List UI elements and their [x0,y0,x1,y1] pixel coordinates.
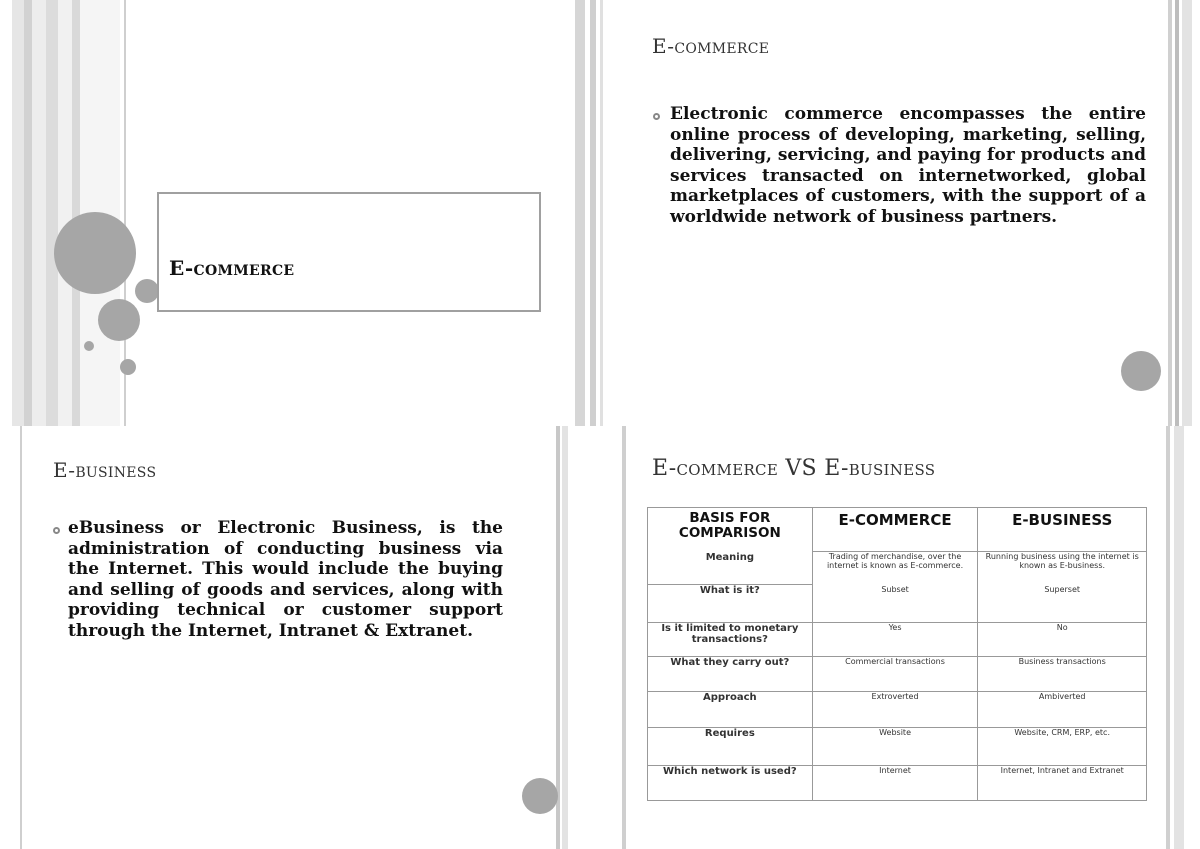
bullet-icon [53,527,60,534]
table-cell: Superset [978,585,1147,623]
table-cell: Subset [812,585,978,623]
decor-stripe [556,426,560,849]
decor-stripe [562,426,568,849]
row-label: What is it? [648,585,813,623]
bullet-icon [653,113,660,120]
decor-circle [84,341,94,351]
slide-heading: E-business [53,458,157,482]
slide-title: E-commerce [169,256,295,280]
decor-stripe [12,0,24,426]
decor-stripe [20,426,22,849]
decor-stripe [575,0,585,426]
table-cell: Running business using the internet is known as E-business. [978,552,1147,585]
table-row [648,623,1147,657]
definition-text: or Electronic Business, is the administration of conducting business via the Internet. This would include the buying and selling of goods and services, along with providing technical or customer support through the Internet, Intranet & Extranet. [68,518,503,641]
decor-stripe [600,0,603,426]
table-cell: Internet [812,766,978,801]
header-ebusiness: E-BUSINESS [978,508,1147,552]
decor-stripe [1175,0,1179,426]
decor-stripe [622,426,626,849]
row-label: Requires [648,728,813,766]
decor-circle [1121,351,1161,391]
table-cell: No [978,623,1147,657]
table-row [648,766,1147,801]
decor-circle [135,279,159,303]
decor-stripe [590,0,596,426]
slide-heading: E-commerce [652,34,770,58]
table-cell: Yes [812,623,978,657]
table-cell: Trading of merchandise, over the internet is known as E-commerce. [812,552,978,585]
header-basis: BASIS FOR COMPARISON [648,508,813,552]
table-cell: Business transactions [978,657,1147,692]
definition-paragraph [68,518,503,641]
table-cell: Commercial transactions [812,657,978,692]
decor-stripe [1168,0,1172,426]
decor-stripe [58,0,72,426]
decor-stripe [1166,426,1170,849]
table-row [648,552,1147,585]
definition-paragraph: Electronic commerce encompasses the entire online process of developing, marketing, selling, delivering, servicing, and paying for products and services transacted on internetworked, global marketplaces of customers, with the support of a worldwide network of business partners. [670,104,1146,227]
term-highlight: eBusiness [68,518,164,538]
table-row [648,692,1147,728]
table-cell: Internet, Intranet and Extranet [978,766,1147,801]
decor-circle [522,778,558,814]
decor-stripe [32,0,46,426]
table-cell: Ambiverted [978,692,1147,728]
table-row [648,585,1147,623]
decor-stripe [24,0,32,426]
decor-circle [54,212,136,294]
row-label: Is it limited to monetary transactions? [648,623,813,657]
decor-stripe [1182,0,1192,426]
row-label: Which network is used? [648,766,813,801]
slide-3 [0,426,568,849]
title-box [157,192,541,312]
row-label: What they carry out? [648,657,813,692]
table-header-row [648,508,1147,552]
decor-stripe [46,0,58,426]
table-cell: Extroverted [812,692,978,728]
decor-circle [120,359,136,375]
table-cell: Website [812,728,978,766]
decor-circle [98,299,140,341]
row-label: Approach [648,692,813,728]
slide-1 [0,0,585,426]
row-label: Meaning [648,552,813,585]
slide-2 [590,0,1200,426]
decor-stripe [72,0,80,426]
table-cell: Website, CRM, ERP, etc. [978,728,1147,766]
comparison-table [647,507,1147,801]
header-ecommerce: E-COMMERCE [812,508,978,552]
table-row [648,728,1147,766]
slide-heading: E-commerce VS E-business [652,456,936,481]
decor-stripe [1174,426,1184,849]
table-row [648,657,1147,692]
